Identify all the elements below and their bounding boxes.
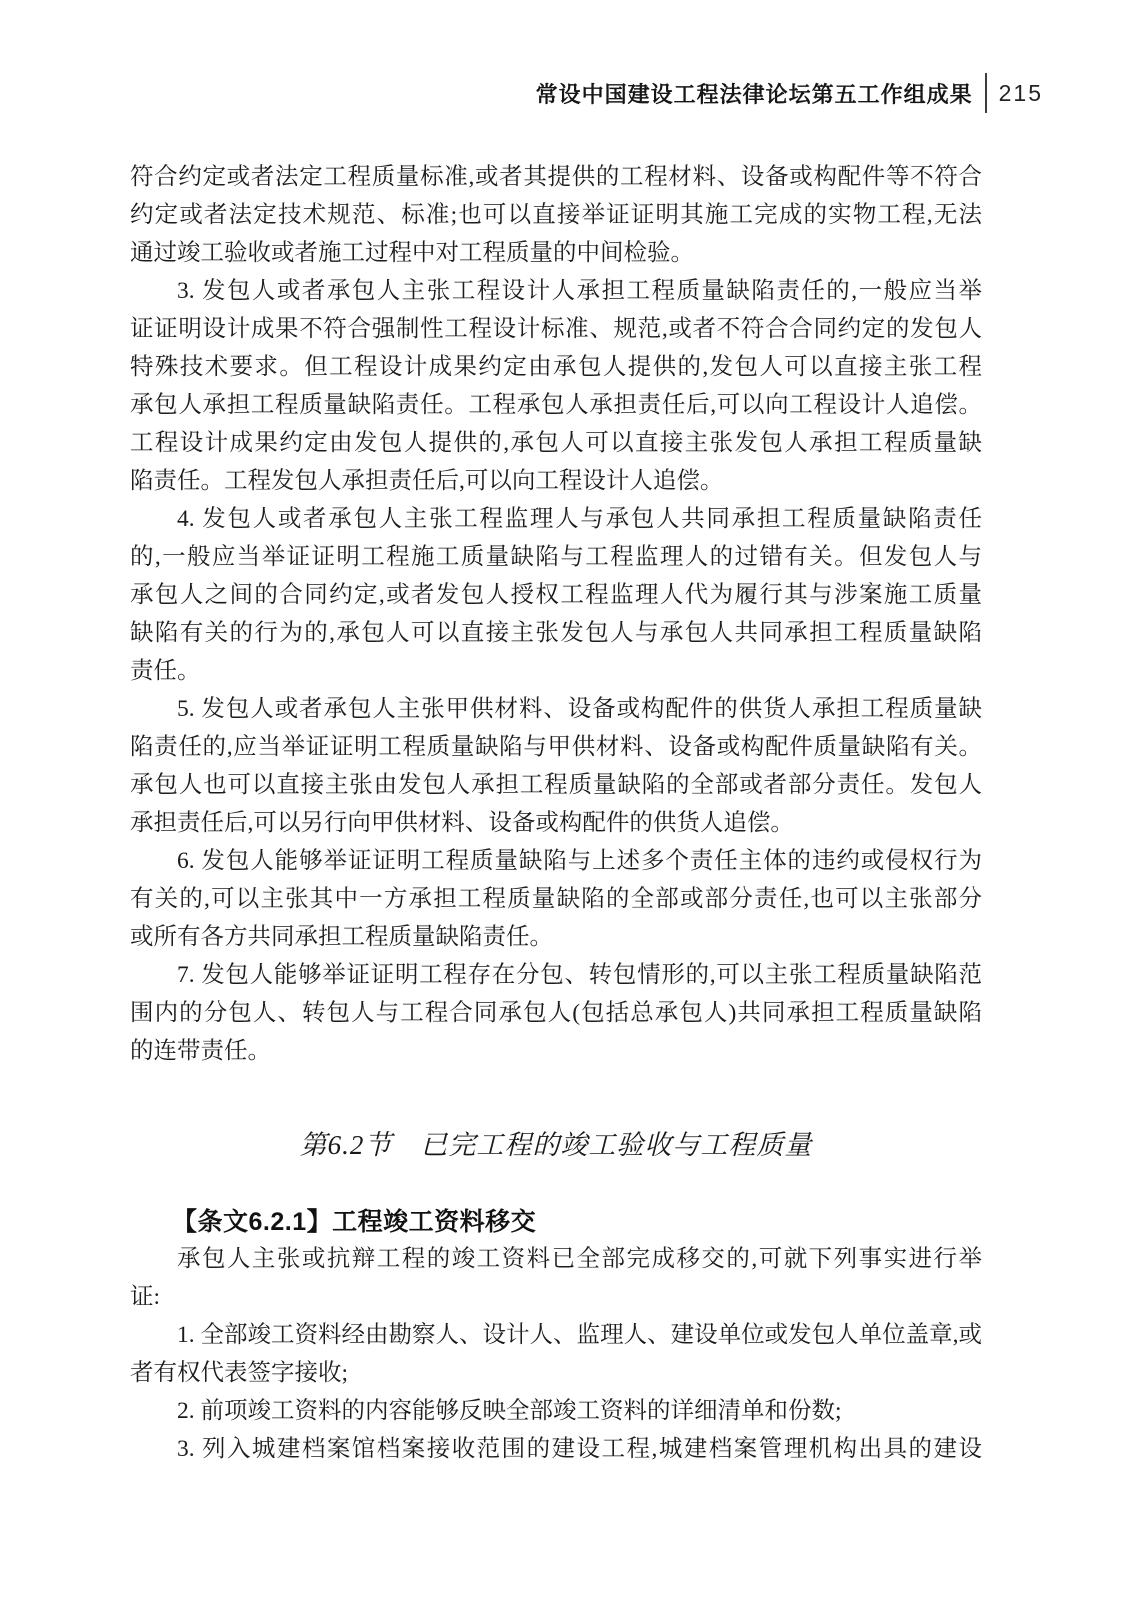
text-line: 5. 发包人或者承包人主张甲供材料、设备或构配件的供货人承担工程质量缺	[177, 696, 982, 722]
text-line: 证:	[130, 1284, 161, 1310]
text-line: 6. 发包人能够举证证明工程质量缺陷与上述多个责任主体的违约或侵权行为	[177, 848, 982, 874]
text-line: 者有权代表签字接收;	[130, 1360, 349, 1386]
text-line: 1. 全部竣工资料经由勘察人、设计人、监理人、建设单位或发包人单位盖章,或	[177, 1322, 982, 1348]
text-line: 缺陷有关的行为的,承包人可以直接主张发包人与承包人共同承担工程质量缺陷	[130, 620, 982, 646]
header-divider	[985, 73, 987, 113]
text-line: 陷责任的,应当举证证明工程质量缺陷与甲供材料、设备或构配件质量缺陷有关。	[130, 734, 982, 760]
text-line: 承包人也可以直接主张由发包人承担工程质量缺陷的全部或者部分责任。发包人	[130, 772, 982, 798]
text-line: 工程设计成果约定由发包人提供的,承包人可以直接主张发包人承担工程质量缺	[130, 430, 982, 456]
clause-heading: 【条文6.2.1】工程竣工资料移交	[172, 1208, 537, 1236]
text-line: 符合约定或者法定工程质量标准,或者其提供的工程材料、设备或构配件等不符合	[130, 164, 982, 190]
text-line: 承包人承担工程质量缺陷责任。工程承包人承担责任后,可以向工程设计人追偿。	[130, 392, 982, 418]
text-line: 围内的分包人、转包人与工程合同承包人(包括总承包人)共同承担工程质量缺陷	[130, 1000, 982, 1026]
text-line: 3. 列入城建档案馆档案接收范围的建设工程,城建档案管理机构出具的建设	[177, 1436, 982, 1462]
page-number: 215	[998, 79, 1043, 106]
text-line: 2. 前项竣工资料的内容能够反映全部竣工资料的详细清单和份数;	[177, 1398, 842, 1424]
text-line: 4. 发包人或者承包人主张工程监理人与承包人共同承担工程质量缺陷责任	[177, 506, 982, 532]
text-line: 陷责任。工程发包人承担责任后,可以向工程设计人追偿。	[130, 468, 724, 494]
section-heading: 第6.2节 已完工程的竣工验收与工程质量	[299, 1130, 813, 1160]
text-line: 的,一般应当举证证明工程施工质量缺陷与工程监理人的过错有关。但发包人与	[130, 544, 982, 570]
document-body	[130, 158, 982, 1468]
header-title: 常设中国建设工程法律论坛第五工作组成果	[535, 81, 973, 107]
text-line: 特殊技术要求。但工程设计成果约定由承包人提供的,发包人可以直接主张工程	[130, 354, 982, 380]
text-line: 通过竣工验收或者施工过程中对工程质量的中间检验。	[130, 240, 694, 266]
text-line: 约定或者法定技术规范、标准;也可以直接举证证明其施工完成的实物工程,无法	[130, 202, 982, 228]
text-line: 证证明设计成果不符合强制性工程设计标准、规范,或者不符合合同约定的发包人	[130, 316, 982, 342]
text-line: 责任。	[130, 658, 201, 684]
text-line: 有关的,可以主张其中一方承担工程质量缺陷的全部或部分责任,也可以主张部分	[130, 886, 982, 912]
text-line: 7. 发包人能够举证证明工程存在分包、转包情形的,可以主张工程质量缺陷范	[177, 962, 982, 988]
text-line: 承包人之间的合同约定,或者发包人授权工程监理人代为履行其与涉案施工质量	[130, 582, 982, 608]
text-line: 承包人主张或抗辩工程的竣工资料已全部完成移交的,可就下列事实进行举	[177, 1246, 982, 1272]
text-line: 的连带责任。	[130, 1038, 271, 1064]
running-header	[536, 72, 1043, 114]
text-line: 承担责任后,可以另行向甲供材料、设备或构配件的供货人追偿。	[130, 810, 794, 836]
text-line: 3. 发包人或者承包人主张工程设计人承担工程质量缺陷责任的,一般应当举	[177, 278, 982, 304]
text-line: 或所有各方共同承担工程质量缺陷责任。	[130, 924, 553, 950]
